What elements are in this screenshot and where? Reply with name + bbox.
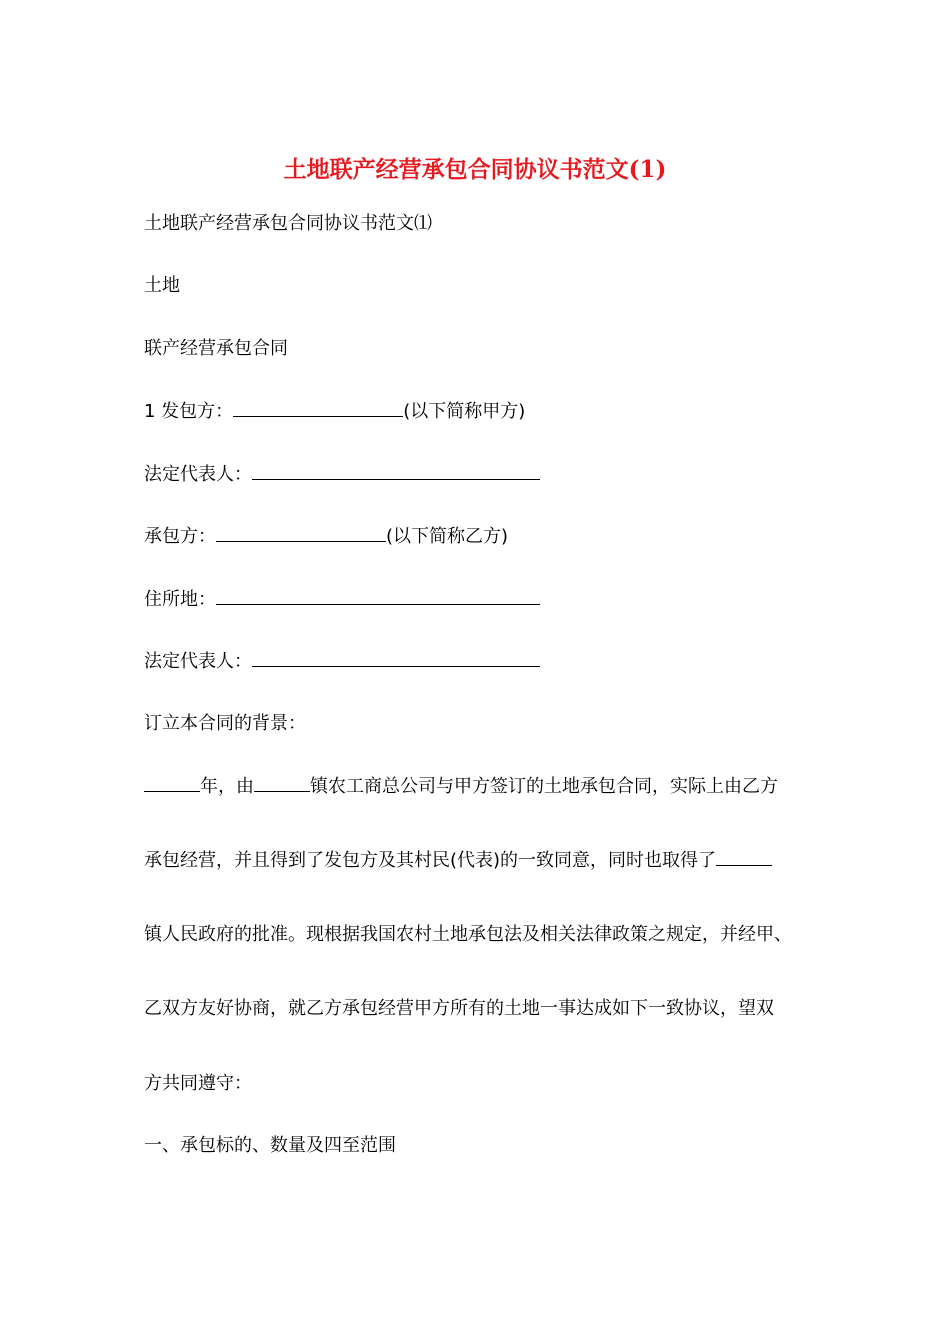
party-b-line [144, 523, 508, 550]
party-a-blank [233, 398, 403, 417]
background-label: 订立本合同的背景： [144, 713, 306, 734]
para1-line2-text: 承包经营，并且得到了发包方及其村民(代表)的一致同意，同时也取得了 [144, 850, 717, 871]
para1-line1-part2: 镇农工商总公司与甲方签订的土地承包合同，实际上由乙方 [310, 776, 778, 797]
party-a-rep-line [144, 461, 540, 488]
paragraph-line-3: 镇人民政府的批准。现根据我国农村土地承包法及相关法律政策之规定，并经甲、 [144, 924, 792, 945]
residence-blank [216, 586, 540, 605]
party-b-label: 承包方： [144, 526, 216, 547]
party-b-blank [216, 523, 386, 542]
party-a-suffix: (以下简称甲方) [403, 401, 526, 422]
paragraph-line-2 [144, 847, 772, 874]
party-a-rep-blank [252, 461, 540, 480]
town-blank [254, 773, 310, 792]
party-a-label: 1 发包方： [144, 401, 234, 422]
government-blank [716, 847, 772, 866]
party-b-rep-label: 法定代表人： [144, 651, 252, 672]
residence-line [144, 586, 540, 613]
heading-land: 土地 [144, 275, 180, 296]
para1-line1-part1: 年，由 [200, 776, 254, 797]
page-title: 土地联产经营承包合同协议书范文(1) [283, 156, 667, 183]
residence-label: 住所地： [144, 589, 216, 610]
paragraph-line-5: 方共同遵守： [144, 1073, 252, 1094]
party-a-line [144, 398, 525, 425]
heading-contract: 联产经营承包合同 [144, 338, 288, 359]
party-b-rep-blank [252, 648, 540, 667]
year-blank [144, 773, 200, 792]
paragraph-line-1 [144, 773, 778, 800]
section-1-heading: 一、承包标的、数量及四至范围 [144, 1135, 396, 1156]
document-subtitle: 土地联产经营承包合同协议书范文⑴ [144, 213, 432, 234]
party-a-rep-label: 法定代表人： [144, 464, 252, 485]
party-b-rep-line [144, 648, 540, 675]
paragraph-line-4: 乙双方友好协商，就乙方承包经营甲方所有的土地一事达成如下一致协议，望双 [144, 998, 774, 1019]
party-b-suffix: (以下简称乙方) [386, 526, 509, 547]
